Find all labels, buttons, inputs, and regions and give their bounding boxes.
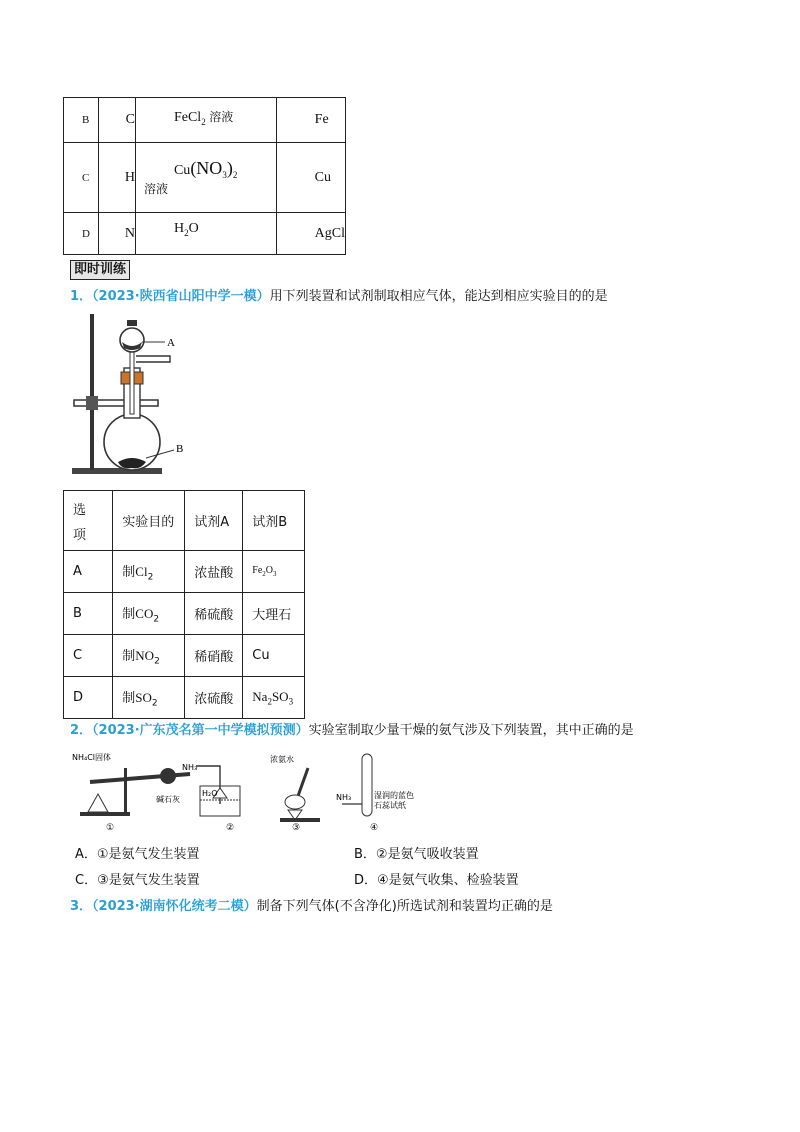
cell-reagent: FeCl$_2$ 溶液 bbox=[135, 98, 276, 143]
formula: FeCl bbox=[173, 110, 202, 125]
question-2: 2．（2023·广东茂名第一中学模拟预测）实验室制取少量干燥的氨气涉及下列装置，其中正确的是 bbox=[70, 723, 634, 738]
label-n3: ③ bbox=[292, 823, 301, 833]
option-c[interactable]: C．③是氨气发生装置 bbox=[75, 873, 200, 888]
stand-rod-1 bbox=[124, 768, 127, 814]
stand-rod bbox=[90, 314, 94, 470]
table-row bbox=[64, 213, 346, 255]
drying-tube bbox=[160, 768, 176, 784]
cell-option: C bbox=[64, 143, 99, 213]
label-n4: ④ bbox=[370, 823, 379, 833]
cell-col2: C bbox=[99, 98, 136, 143]
section-title: 即时训练 bbox=[70, 260, 130, 280]
stand-base bbox=[72, 468, 162, 474]
apparatus-figure-q1 bbox=[70, 312, 200, 480]
question-1: 1．（2023·陕西省山阳中学一模）用下列装置和试剂制取相应气体，能达到相应实验目的的是 bbox=[70, 289, 608, 304]
label-water: H₂O bbox=[202, 789, 218, 798]
label-litmus-1: 湿润的蓝色 bbox=[374, 791, 414, 800]
header-goal: 实验目的 bbox=[113, 491, 185, 551]
cell-col4: Cu bbox=[276, 143, 345, 213]
label-conc-ammonia: 浓氨水 bbox=[270, 755, 294, 764]
table-row: D 制$SO_2$ 浓硫酸 $Na_2SO_3$ bbox=[64, 677, 305, 719]
label-b: B bbox=[176, 443, 184, 455]
label-a: A bbox=[167, 337, 175, 349]
q1-options-table bbox=[63, 490, 305, 719]
header-reagent-a: 试剂A bbox=[185, 491, 243, 551]
cell-option: B bbox=[64, 98, 99, 143]
label-nh4cl: NH₄Cl固体 bbox=[72, 753, 112, 762]
stand-base-3 bbox=[280, 818, 320, 822]
label-n1: ① bbox=[106, 823, 115, 833]
clamp-boss bbox=[86, 396, 98, 410]
table-row: A 制$Cl_2$ 浓盐酸 $Fe_2O_3$ bbox=[64, 551, 305, 593]
top-partial-table bbox=[63, 97, 346, 255]
burner-1 bbox=[88, 794, 108, 812]
label-nh3-4: NH₃ bbox=[336, 793, 352, 802]
cell-reagent: $Cu(NO_3)_2$ 溶液 bbox=[135, 143, 276, 213]
header-option: 选 项 bbox=[64, 491, 113, 551]
cell-col4: AgCl bbox=[276, 213, 345, 255]
test-tube-4 bbox=[362, 754, 372, 816]
label-litmus-2: 石蕊试纸 bbox=[374, 801, 406, 810]
flask-3 bbox=[285, 795, 305, 809]
cell-reagent: $H_2O$ bbox=[135, 213, 276, 255]
table-row: B 制$CO_2$ 稀硫酸 大理石 bbox=[64, 593, 305, 635]
cell-col2: H bbox=[99, 143, 136, 213]
table-row: C 制$NO_2$ 稀硝酸 Cu bbox=[64, 635, 305, 677]
table-header-row bbox=[64, 491, 305, 551]
stand-base-1 bbox=[80, 812, 130, 816]
apparatus-figure-q2 bbox=[70, 748, 414, 836]
tube-3 bbox=[298, 768, 308, 796]
label-nh3-2: NH₃ bbox=[182, 763, 198, 772]
option-b[interactable]: B．②是氨气吸收装置 bbox=[354, 847, 479, 862]
cell-option: D bbox=[64, 213, 99, 255]
cell-col4: Fe bbox=[276, 98, 345, 143]
option-a[interactable]: A．①是氨气发生装置 bbox=[75, 847, 200, 862]
question-3: 3．（2023·湖南怀化统考二模）制备下列气体(不含净化)所选试剂和装置均正确的是 bbox=[70, 899, 553, 914]
label-soda-lime: 碱石灰 bbox=[156, 795, 180, 804]
funnel-top bbox=[127, 320, 137, 326]
option-d[interactable]: D．④是氨气收集、检验装置 bbox=[354, 873, 519, 888]
cell-col2: N bbox=[99, 213, 136, 255]
delivery-tube bbox=[136, 356, 170, 362]
header-reagent-b: 试剂B bbox=[243, 491, 305, 551]
label-n2: ② bbox=[226, 823, 235, 833]
table-row bbox=[64, 98, 346, 143]
table-row bbox=[64, 143, 346, 213]
